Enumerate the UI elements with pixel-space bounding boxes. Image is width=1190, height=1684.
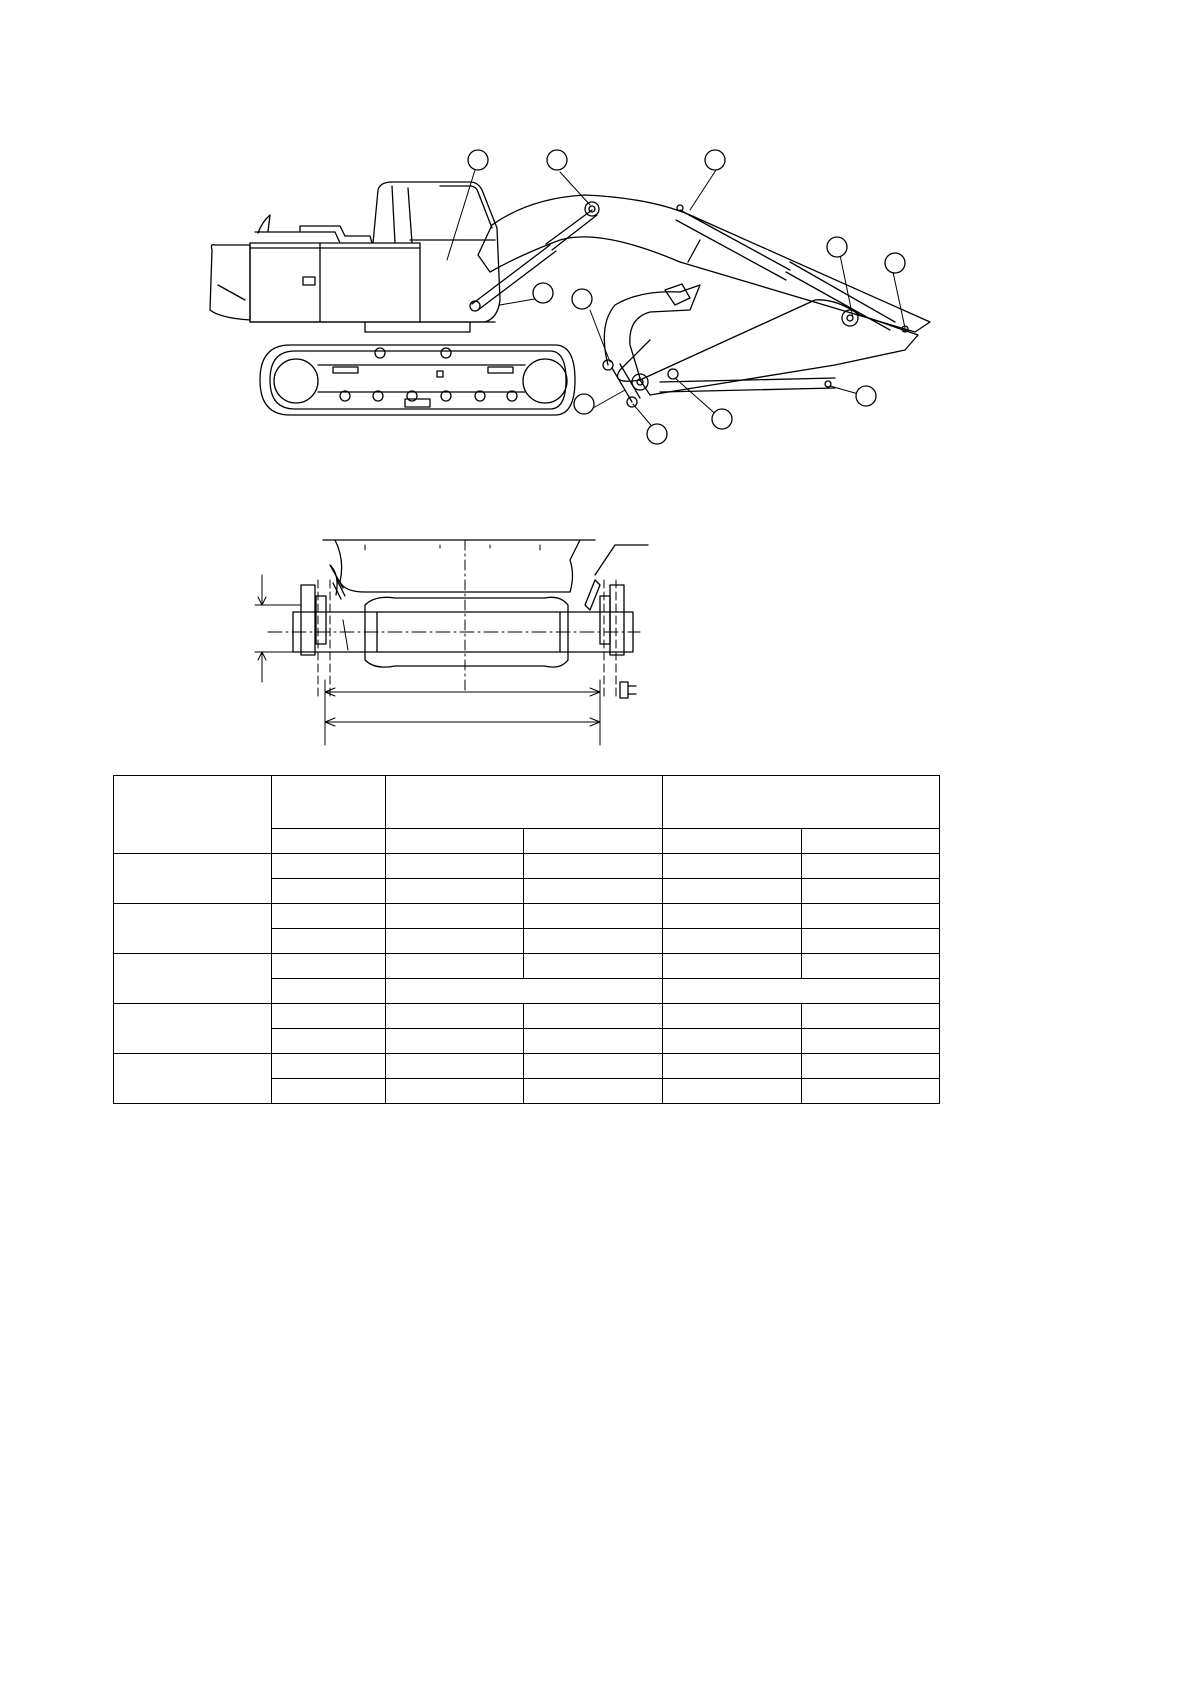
callout-5 xyxy=(885,253,905,273)
table-cell xyxy=(386,854,524,879)
callout-11 xyxy=(856,386,876,406)
table-cell xyxy=(802,1054,940,1079)
table-cell xyxy=(272,854,386,879)
table-cell xyxy=(272,879,386,904)
table-cell xyxy=(524,954,663,979)
table-subheader-cell xyxy=(802,829,940,854)
table-cell xyxy=(524,1004,663,1029)
table-cell xyxy=(663,879,802,904)
table-cell xyxy=(524,929,663,954)
table-cell xyxy=(386,1054,524,1079)
table-row xyxy=(114,1054,940,1079)
callout-10 xyxy=(712,409,732,429)
table-cell xyxy=(386,979,663,1004)
upper-structure xyxy=(250,215,495,322)
table-cell xyxy=(386,954,524,979)
swing-bearing xyxy=(365,322,470,332)
table-cell xyxy=(272,1004,386,1029)
group-label xyxy=(114,904,272,954)
table-cell xyxy=(386,904,524,929)
table-cell xyxy=(524,854,663,879)
group-label xyxy=(114,854,272,904)
group-label xyxy=(114,954,272,1004)
callout-2 xyxy=(547,150,567,170)
table-subheader-cell xyxy=(524,829,663,854)
callout-4 xyxy=(827,237,847,257)
table-cell xyxy=(272,904,386,929)
callout-6 xyxy=(533,283,553,303)
track-assembly xyxy=(260,345,575,415)
boom xyxy=(478,195,930,332)
table-subheader-cell xyxy=(272,829,386,854)
spec-table xyxy=(113,775,940,1104)
table-header-cell xyxy=(386,776,663,829)
boss-outline xyxy=(323,540,595,592)
callout-7 xyxy=(572,289,592,309)
pin xyxy=(268,597,640,667)
table-cell xyxy=(663,954,802,979)
table-cell xyxy=(802,1004,940,1029)
table-subheader-cell xyxy=(663,829,802,854)
table-cell xyxy=(524,1054,663,1079)
table-cell xyxy=(272,929,386,954)
table-cell xyxy=(524,1079,663,1104)
table-cell xyxy=(386,879,524,904)
table-header-row xyxy=(114,776,940,829)
table-row xyxy=(114,904,940,929)
table-cell xyxy=(802,1029,940,1054)
table-header-cell xyxy=(114,776,272,854)
operator-cab xyxy=(373,182,500,322)
table-cell xyxy=(663,1029,802,1054)
table-cell xyxy=(386,1029,524,1054)
table-cell xyxy=(802,1079,940,1104)
table-cell xyxy=(272,1079,386,1104)
callout-9 xyxy=(647,424,667,444)
excavator-side-view-diagram xyxy=(0,0,1190,460)
table-cell xyxy=(386,1079,524,1104)
table-cell xyxy=(663,929,802,954)
table-cell xyxy=(663,979,940,1004)
table-cell xyxy=(663,1004,802,1029)
table-cell xyxy=(524,1029,663,1054)
table-header-cell xyxy=(272,776,386,829)
table-cell xyxy=(272,954,386,979)
pin-cross-section-diagram xyxy=(230,520,650,760)
table-cell xyxy=(524,879,663,904)
table-cell xyxy=(524,904,663,929)
arm xyxy=(618,300,919,395)
table-cell xyxy=(272,979,386,1004)
table-cell xyxy=(272,1054,386,1079)
table-subheader-cell xyxy=(386,829,524,854)
table-cell xyxy=(272,1029,386,1054)
table-header-cell xyxy=(663,776,940,829)
table-cell xyxy=(663,1079,802,1104)
table-cell xyxy=(663,854,802,879)
table-cell xyxy=(802,929,940,954)
callout-8 xyxy=(574,394,594,414)
table-cell xyxy=(663,1054,802,1079)
table-row xyxy=(114,854,940,879)
group-label xyxy=(114,1054,272,1104)
bucket-link xyxy=(612,364,640,407)
dimension-lines xyxy=(255,575,600,745)
table-row xyxy=(114,1004,940,1029)
callout-1 xyxy=(468,150,488,170)
table-cell xyxy=(802,954,940,979)
right-bracket xyxy=(585,545,648,700)
table-cell xyxy=(386,929,524,954)
group-label xyxy=(114,1004,272,1054)
table-row xyxy=(114,954,940,979)
table-cell xyxy=(802,854,940,879)
callout-3 xyxy=(705,150,725,170)
table-cell xyxy=(663,904,802,929)
counterweight xyxy=(210,245,250,320)
table-cell xyxy=(802,879,940,904)
table-cell xyxy=(802,904,940,929)
table-cell xyxy=(386,1004,524,1029)
